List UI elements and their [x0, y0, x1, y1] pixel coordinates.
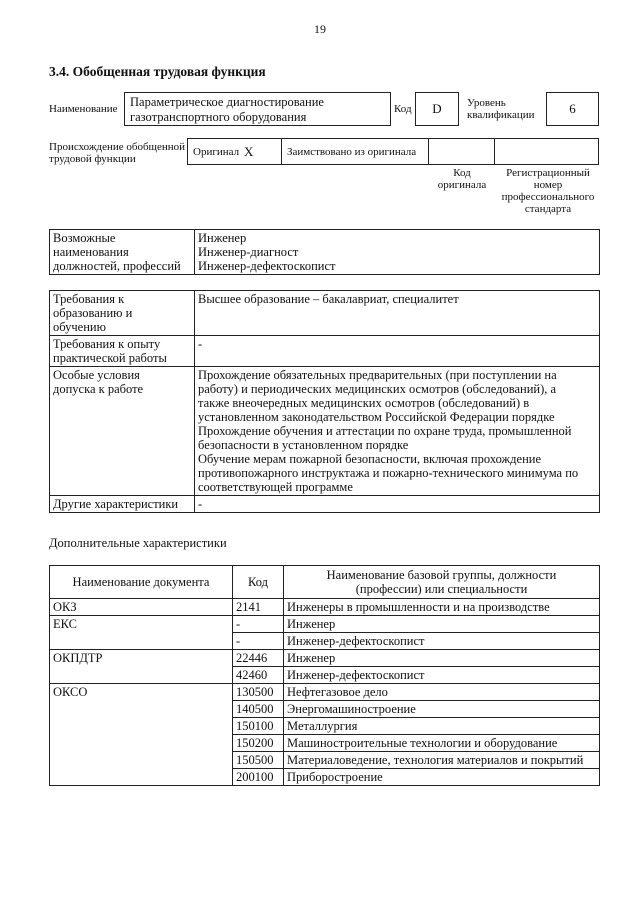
- code-original-line1: Код: [453, 167, 471, 179]
- position-item: Инженер: [198, 231, 247, 245]
- col-name-header-line2: (профессии) или специальности: [355, 582, 528, 596]
- name-label: Наименование: [49, 103, 118, 115]
- code-cell: 42460: [233, 667, 284, 684]
- special-label-line1: Особые условия: [53, 368, 140, 382]
- special-line: установленном законодательством Российской Федерации порядке: [198, 410, 555, 424]
- origin-divider-1: [281, 138, 282, 165]
- doc-cell: ОКСО: [50, 684, 233, 786]
- special-line: работу) и периодических медицинских осмотров (обследований), а: [198, 382, 557, 396]
- code-cell: 22446: [233, 650, 284, 667]
- positions-label-line2: наименования: [53, 245, 129, 259]
- name-value-box: [124, 92, 391, 126]
- code-cell: 140500: [233, 701, 284, 718]
- additional-header-row: [50, 566, 600, 599]
- name-cell: Инженер-дефектоскопист: [284, 667, 600, 684]
- doc-cell: ОКПДТР: [50, 650, 233, 684]
- name-value-line2: газотранспортного оборудования: [130, 110, 307, 124]
- name-cell: Машиностроительные технологии и оборудование: [284, 735, 600, 752]
- education-label-line2: образованию и: [53, 306, 133, 320]
- positions-table: [49, 229, 600, 275]
- special-line: Прохождение обучения и аттестации по охране труда, промышленной: [198, 424, 572, 438]
- original-label: Оригинал: [193, 146, 240, 158]
- code-cell: 2141: [233, 599, 284, 616]
- col-code-header: Код: [233, 566, 284, 599]
- special-line: соответствующей программе: [198, 480, 353, 494]
- origin-label-line1: Происхождение обобщенной: [49, 141, 186, 153]
- code-value-box: [415, 92, 459, 126]
- code-cell: 150500: [233, 752, 284, 769]
- special-line: противопожарного инструктажа и пожарно-технического минимума по: [198, 466, 579, 480]
- original-mark: X: [244, 144, 254, 159]
- reg-number-line3: профессионального: [501, 191, 595, 203]
- table-row: [50, 650, 600, 667]
- special-value-cell: [195, 367, 600, 496]
- name-cell: Инженер: [284, 616, 600, 633]
- origin-divider-3: [494, 138, 495, 165]
- name-cell: Нефтегазовое дело: [284, 684, 600, 701]
- name-cell: Энергомашиностроение: [284, 701, 600, 718]
- name-value-line1: Параметрическое диагностирование: [130, 95, 324, 109]
- positions-label-line3: должностей, профессий: [53, 259, 181, 273]
- additional-table: [49, 565, 600, 786]
- reg-number-line4: стандарта: [524, 203, 572, 215]
- code-cell: -: [233, 633, 284, 650]
- origin-divider-2: [428, 138, 429, 165]
- positions-row: [50, 230, 600, 275]
- name-cell: Металлургия: [284, 718, 600, 735]
- position-item: Инженер-диагност: [198, 245, 299, 259]
- special-label-line2: допуска к работе: [53, 382, 144, 396]
- level-label-line2: квалификации: [467, 109, 535, 121]
- experience-label-line2: практической работы: [53, 351, 167, 365]
- additional-title: Дополнительные характеристики: [49, 536, 227, 550]
- positions-label-line1: Возможные: [53, 231, 116, 245]
- col-name-header: [284, 566, 600, 599]
- code-cell: 130500: [233, 684, 284, 701]
- education-row: [50, 291, 600, 336]
- education-label-line1: Требования к: [53, 292, 125, 306]
- table-row: [50, 599, 600, 616]
- code-original-line2: оригинала: [437, 179, 487, 191]
- col-doc-header: Наименование документа: [50, 566, 233, 599]
- name-cell: Инженеры в промышленности и на производстве: [284, 599, 600, 616]
- page-number: 19: [314, 22, 326, 36]
- doc-cell: ОКЗ: [50, 599, 233, 616]
- special-line: безопасности в установленном порядке: [198, 438, 409, 452]
- reg-number-line2: номер: [533, 179, 563, 191]
- experience-label-cell: [50, 336, 195, 367]
- requirements-table: [49, 290, 600, 513]
- other-value: -: [195, 496, 600, 513]
- education-label-line3: обучению: [53, 320, 106, 334]
- experience-value: -: [195, 336, 600, 367]
- education-value: Высшее образование – бакалавриат, специалитет: [195, 291, 600, 336]
- name-cell: Инженер: [284, 650, 600, 667]
- special-line: также внеочередных медицинских осмотров (обследований) в: [198, 396, 530, 410]
- special-line: Обучение мерам пожарной безопасности, включая прохождение: [198, 452, 541, 466]
- table-row: [50, 616, 600, 633]
- level-label-line1: Уровень: [467, 97, 506, 109]
- name-cell: Инженер-дефектоскопист: [284, 633, 600, 650]
- experience-row: [50, 336, 600, 367]
- borrowed-label: Заимствовано из оригинала: [287, 146, 417, 158]
- other-row: [50, 496, 600, 513]
- positions-value-cell: [195, 230, 600, 275]
- special-line: Прохождение обязательных предварительных (при поступлении на: [198, 368, 557, 382]
- level-value: 6: [569, 101, 576, 116]
- reg-number-line1: Регистрационный: [506, 167, 590, 179]
- code-cell: 150200: [233, 735, 284, 752]
- positions-label-cell: [50, 230, 195, 275]
- col-name-header-line1: Наименование базовой группы, должности: [326, 568, 557, 582]
- code-cell: 200100: [233, 769, 284, 786]
- name-cell: Приборостроение: [284, 769, 600, 786]
- education-label-cell: [50, 291, 195, 336]
- experience-label-line1: Требования к опыту: [53, 337, 161, 351]
- section-title: 3.4. Обобщенная трудовая функция: [49, 64, 266, 79]
- code-cell: -: [233, 616, 284, 633]
- position-item: Инженер-дефектоскопист: [198, 259, 336, 273]
- level-value-box: [546, 92, 599, 126]
- special-conditions-row: [50, 367, 600, 496]
- name-cell: Материаловедение, технология материалов и покрытий: [284, 752, 600, 769]
- other-label: Другие характеристики: [50, 496, 195, 513]
- origin-label-line2: трудовой функции: [49, 153, 136, 165]
- code-cell: 150100: [233, 718, 284, 735]
- code-label: Код: [394, 103, 412, 115]
- code-value: D: [432, 101, 442, 116]
- special-label-cell: [50, 367, 195, 496]
- doc-cell: ЕКС: [50, 616, 233, 650]
- table-row: [50, 684, 600, 701]
